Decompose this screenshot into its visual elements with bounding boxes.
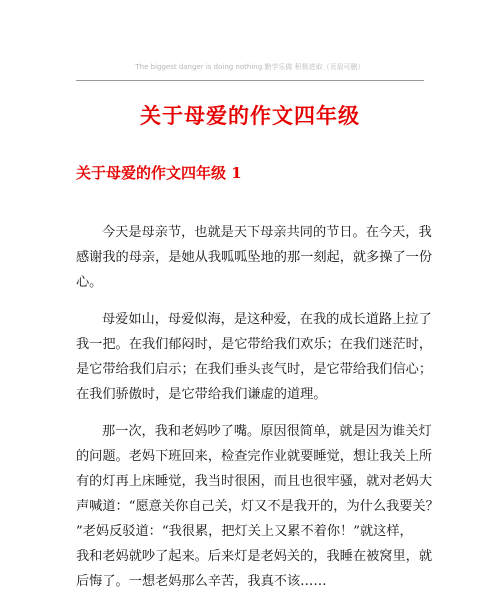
paragraph-1-line-3: 心。: [76, 275, 103, 290]
paragraph-2-line-4: 在我们骄傲时，是它带给我们谦虚的道理。: [76, 387, 327, 402]
header-divider: [76, 80, 424, 81]
paragraph-3-line-5: ”老妈反驳道：“我很累，把灯关上又累不着你！”就这样，: [76, 524, 413, 539]
paragraph-2-line-3: 是它带给我们启示；在我们垂头丧气时，是它带给我们信心；: [76, 362, 433, 377]
paragraph-3-line-3: 有的灯再上床睡觉，我当时很困，而且也很牢骚，就对老妈大: [76, 474, 433, 489]
paragraph-3-line-2: 的问题。老妈下班回来，检查完作业就要睡觉，想让我关上所: [76, 449, 433, 464]
paragraph-2-line-2: 我一把。在我们郁闷时，是它带给我们欢乐；在我们迷茫时，: [76, 337, 433, 352]
paragraph-3-line-1: 那一次，我和老妈吵了嘴。原因很简单，就是因为谁关灯: [102, 424, 432, 439]
paragraph-3-line-4: 声喊道：“愿意关你自己关，灯又不是我开的，为什么我要关？: [76, 499, 439, 514]
document-title: 关于母爱的作文四年级: [140, 103, 360, 128]
paragraph-3-line-6: 我和老妈就吵了起来。后来灯是老妈关的，我睡在被窝里，就: [76, 549, 433, 564]
section-title: 关于母爱的作文四年级 1: [76, 164, 242, 182]
page-header: The biggest danger is doing nothing 勤学乐做 积极进取（页眉可删）: [135, 63, 365, 71]
paragraph-1-line-2: 感谢我的母亲，是她从我呱呱坠地的那一刻起，就多操了一份: [76, 250, 433, 265]
paragraph-1-line-1: 今天是母亲节，也就是天下母亲共同的节日。在今天，我: [102, 225, 432, 240]
paragraph-2-line-1: 母爱如山，母爱似海，是这种爱，在我的成长道路上拉了: [102, 312, 432, 327]
paragraph-3-line-7: 后悔了。一想老妈那么辛苦，我真不该……: [76, 574, 327, 589]
